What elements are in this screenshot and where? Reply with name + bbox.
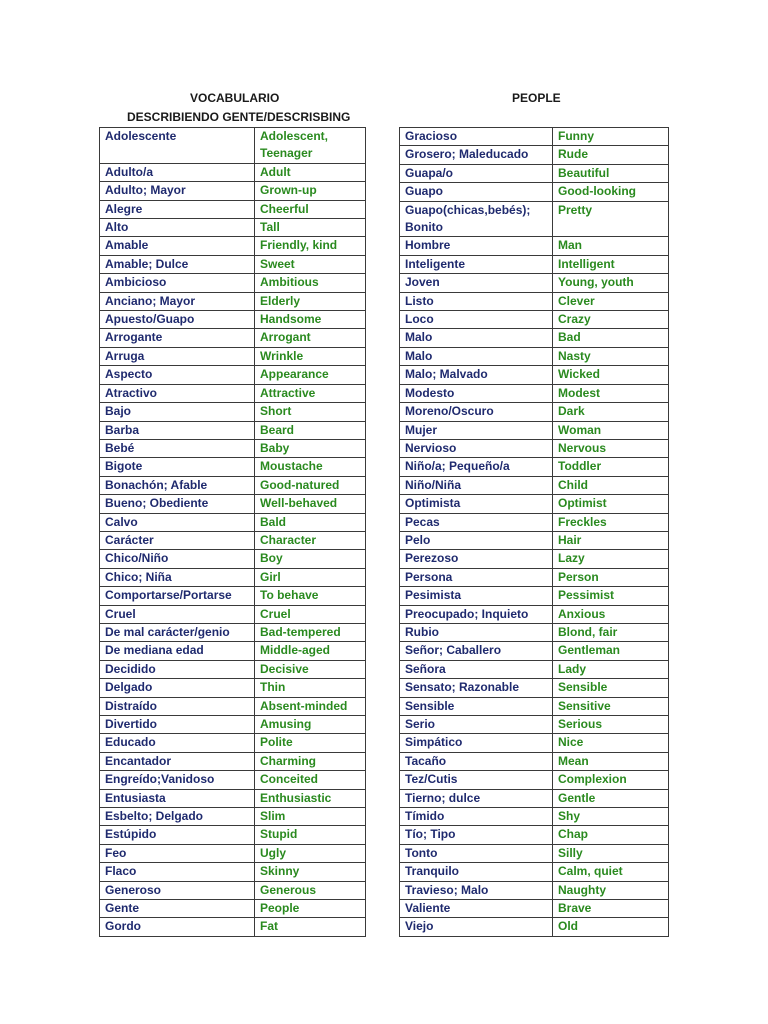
spanish-term: Pesimista [400,587,553,605]
english-term: Stupid [255,826,366,844]
english-term: Absent-minded [255,697,366,715]
spanish-term: Chico; Niña [100,568,255,586]
spanish-term: Tímido [400,808,553,826]
table-row [100,531,366,549]
table-row [100,163,366,181]
table-row [400,237,669,255]
spanish-term: Rubio [400,623,553,641]
table-row [100,182,366,200]
table-row [100,403,366,421]
table-row [100,826,366,844]
table-row [100,623,366,641]
english-term: Enthusiastic [255,789,366,807]
spanish-term: Simpático [400,734,553,752]
table-row [100,568,366,586]
table-row [100,844,366,862]
english-term: Nice [553,734,669,752]
spanish-term: Sensible [400,697,553,715]
english-term: People [255,900,366,918]
title-describiendo-gente: DESCRIBIENDO GENTE/DESCRISBING [127,110,351,124]
table-row [100,384,366,402]
english-term: Lazy [553,550,669,568]
table-row [400,863,669,881]
table-row [100,292,366,310]
table-row [400,531,669,549]
table-row [400,844,669,862]
table-row [400,458,669,476]
table-row [100,679,366,697]
table-row [100,255,366,273]
spanish-term: Adolescente [100,128,255,164]
spanish-term: Malo; Malvado [400,366,553,384]
spanish-term: Educado [100,734,255,752]
table-row [100,808,366,826]
table-row [100,881,366,899]
spanish-term: Bueno; Obediente [100,495,255,513]
english-term: Brave [553,900,669,918]
spanish-term: Delgado [100,679,255,697]
english-term: Handsome [255,311,366,329]
table-row [400,146,669,164]
spanish-term: Modesto [400,384,553,402]
table-row [100,274,366,292]
english-term: Sweet [255,255,366,273]
table-row [400,366,669,384]
english-term: Wrinkle [255,347,366,365]
spanish-term: Gracioso [400,128,553,146]
spanish-term: Tacaño [400,752,553,770]
spanish-term: Engreído;Vanidoso [100,771,255,789]
spanish-term: Esbelto; Delgado [100,808,255,826]
english-term: Mean [553,752,669,770]
table-row [400,513,669,531]
table-row [100,347,366,365]
english-term: Middle-aged [255,642,366,660]
table-row [400,642,669,660]
english-term: Conceited [255,771,366,789]
spanish-term: Chico/Niño [100,550,255,568]
table-row [100,311,366,329]
spanish-term: Hombre [400,237,553,255]
vocabulary-table-right [399,127,669,937]
english-term: Wicked [553,366,669,384]
table-row [400,311,669,329]
title-vocabulario: VOCABULARIO [190,91,280,105]
english-term: Cheerful [255,200,366,218]
english-term: Sensible [553,679,669,697]
spanish-term: Tierno; dulce [400,789,553,807]
spanish-term: Gente [100,900,255,918]
spanish-term: Tío; Tipo [400,826,553,844]
table-row [100,495,366,513]
table-row [400,476,669,494]
english-term: Baby [255,439,366,457]
english-term: Freckles [553,513,669,531]
english-term: Short [255,403,366,421]
spanish-term: Señora [400,660,553,678]
table-row [100,716,366,734]
table-row [400,679,669,697]
english-term: Good-natured [255,476,366,494]
spanish-term: Perezoso [400,550,553,568]
spanish-term: Amable; Dulce [100,255,255,273]
english-term: Gentleman [553,642,669,660]
english-term: Elderly [255,292,366,310]
spanish-term: Serio [400,716,553,734]
spanish-term: Arrogante [100,329,255,347]
table-row [100,237,366,255]
spanish-term: Carácter [100,531,255,549]
table-row [100,513,366,531]
english-term: Modest [553,384,669,402]
english-term: Dark [553,403,669,421]
spanish-term: Loco [400,311,553,329]
english-term: Hair [553,531,669,549]
table-row [100,660,366,678]
table-row [400,752,669,770]
spanish-term: Niño/Niña [400,476,553,494]
english-term: Person [553,568,669,586]
table-row [400,255,669,273]
spanish-term: Guapa/o [400,164,553,182]
spanish-term: Aspecto [100,366,255,384]
english-term: Grown-up [255,182,366,200]
english-term: Optimist [553,495,669,513]
english-term: Crazy [553,311,669,329]
table-row [400,128,669,146]
spanish-term: Moreno/Oscuro [400,403,553,421]
table-row [400,495,669,513]
spanish-term: Alto [100,219,255,237]
english-term: Nasty [553,347,669,365]
table-row [400,918,669,936]
table-row [400,660,669,678]
english-term: Arrogant [255,329,366,347]
spanish-term: Gordo [100,918,255,936]
spanish-term: Malo [400,347,553,365]
english-term: Silly [553,844,669,862]
spanish-term: Persona [400,568,553,586]
spanish-term: Niño/a; Pequeño/a [400,458,553,476]
english-term: Child [553,476,669,494]
spanish-term: Tranquilo [400,863,553,881]
table-row [100,734,366,752]
english-term: Old [553,918,669,936]
table-row [400,789,669,807]
table-row [400,697,669,715]
table-row [400,201,669,237]
english-term: Appearance [255,366,366,384]
english-term: Adolescent, Teenager [255,128,366,164]
english-term: Nervous [553,439,669,457]
english-term: Serious [553,716,669,734]
table-row [400,826,669,844]
table-row [400,808,669,826]
spanish-term: Flaco [100,863,255,881]
table-row [100,587,366,605]
table-row [400,347,669,365]
english-term: Shy [553,808,669,826]
table-row [100,789,366,807]
english-term: Amusing [255,716,366,734]
english-term: Sensitive [553,697,669,715]
spanish-term: Joven [400,274,553,292]
spanish-term: Optimista [400,495,553,513]
spanish-term: Estúpido [100,826,255,844]
spanish-term: De mediana edad [100,642,255,660]
english-term: Beard [255,421,366,439]
english-term: Generous [255,881,366,899]
english-term: Naughty [553,881,669,899]
table-row [400,881,669,899]
spanish-term: Encantador [100,752,255,770]
english-term: Blond, fair [553,623,669,641]
spanish-term: Adulto/a [100,163,255,181]
spanish-term: Arruga [100,347,255,365]
english-term: Calm, quiet [553,863,669,881]
spanish-term: Entusiasta [100,789,255,807]
table-row [100,476,366,494]
english-term: Rude [553,146,669,164]
table-row [100,128,366,164]
table-row [100,550,366,568]
english-term: Anxious [553,605,669,623]
english-term: Cruel [255,605,366,623]
table-row [400,587,669,605]
spanish-term: Feo [100,844,255,862]
spanish-term: Mujer [400,421,553,439]
english-term: Pretty [553,201,669,237]
english-term: Attractive [255,384,366,402]
english-term: Boy [255,550,366,568]
table-row [100,439,366,457]
english-term: Beautiful [553,164,669,182]
table-row [100,918,366,936]
spanish-term: Decidido [100,660,255,678]
table-row [400,164,669,182]
spanish-term: Bajo [100,403,255,421]
english-term: Tall [255,219,366,237]
table-row [100,329,366,347]
spanish-term: Calvo [100,513,255,531]
table-row [100,366,366,384]
english-term: Ambitious [255,274,366,292]
vocabulary-table-left [99,127,366,937]
spanish-term: Valiente [400,900,553,918]
table-row [100,900,366,918]
english-term: Bad [553,329,669,347]
spanish-term: Anciano; Mayor [100,292,255,310]
spanish-term: Bebé [100,439,255,457]
spanish-term: Malo [400,329,553,347]
spanish-term: Cruel [100,605,255,623]
english-term: Moustache [255,458,366,476]
spanish-term: Tonto [400,844,553,862]
spanish-term: Guapo [400,183,553,201]
table-row [100,421,366,439]
english-term: Lady [553,660,669,678]
spanish-term: Guapo(chicas,bebés); Bonito [400,201,553,237]
spanish-term: Ambicioso [100,274,255,292]
spanish-term: De mal carácter/genio [100,623,255,641]
spanish-term: Bigote [100,458,255,476]
table-row [100,642,366,660]
english-term: Charming [255,752,366,770]
spanish-term: Travieso; Malo [400,881,553,899]
spanish-term: Tez/Cutis [400,771,553,789]
table-row [400,292,669,310]
english-term: Thin [255,679,366,697]
spanish-term: Nervioso [400,439,553,457]
english-term: Pessimist [553,587,669,605]
table-row [400,329,669,347]
table-row [100,863,366,881]
spanish-term: Comportarse/Portarse [100,587,255,605]
table-row [100,771,366,789]
table-row [400,771,669,789]
english-term: Man [553,237,669,255]
english-term: Funny [553,128,669,146]
table-row [400,274,669,292]
english-term: Slim [255,808,366,826]
table-row [100,752,366,770]
spanish-term: Amable [100,237,255,255]
english-term: Intelligent [553,255,669,273]
table-row [400,623,669,641]
spanish-term: Distraído [100,697,255,715]
english-term: Gentle [553,789,669,807]
title-people: PEOPLE [512,91,561,105]
english-term: Adult [255,163,366,181]
english-term: Chap [553,826,669,844]
table-row [400,439,669,457]
spanish-term: Adulto; Mayor [100,182,255,200]
english-term: Skinny [255,863,366,881]
spanish-term: Preocupado; Inquieto [400,605,553,623]
english-term: Toddler [553,458,669,476]
spanish-term: Viejo [400,918,553,936]
spanish-term: Apuesto/Guapo [100,311,255,329]
english-term: Ugly [255,844,366,862]
english-term: Fat [255,918,366,936]
english-term: Young, youth [553,274,669,292]
spanish-term: Listo [400,292,553,310]
spanish-term: Divertido [100,716,255,734]
table-row [400,568,669,586]
spanish-term: Sensato; Razonable [400,679,553,697]
spanish-term: Pecas [400,513,553,531]
english-term: Decisive [255,660,366,678]
english-term: Clever [553,292,669,310]
spanish-term: Alegre [100,200,255,218]
english-term: Good-looking [553,183,669,201]
english-term: Woman [553,421,669,439]
spanish-term: Inteligente [400,255,553,273]
english-term: Bad-tempered [255,623,366,641]
english-term: Girl [255,568,366,586]
spanish-term: Barba [100,421,255,439]
english-term: Friendly, kind [255,237,366,255]
spanish-term: Grosero; Maleducado [400,146,553,164]
table-row [100,458,366,476]
table-row [400,550,669,568]
table-row [400,734,669,752]
english-term: Complexion [553,771,669,789]
table-row [400,183,669,201]
spanish-term: Señor; Caballero [400,642,553,660]
table-row [400,605,669,623]
table-row [100,219,366,237]
table-row [400,403,669,421]
table-row [100,697,366,715]
table-row [100,605,366,623]
spanish-term: Generoso [100,881,255,899]
spanish-term: Atractivo [100,384,255,402]
english-term: Well-behaved [255,495,366,513]
table-row [400,421,669,439]
english-term: Character [255,531,366,549]
english-term: Polite [255,734,366,752]
spanish-term: Bonachón; Afable [100,476,255,494]
table-row [400,384,669,402]
spanish-term: Pelo [400,531,553,549]
english-term: Bald [255,513,366,531]
table-row [400,716,669,734]
table-row [400,900,669,918]
english-term: To behave [255,587,366,605]
table-row [100,200,366,218]
